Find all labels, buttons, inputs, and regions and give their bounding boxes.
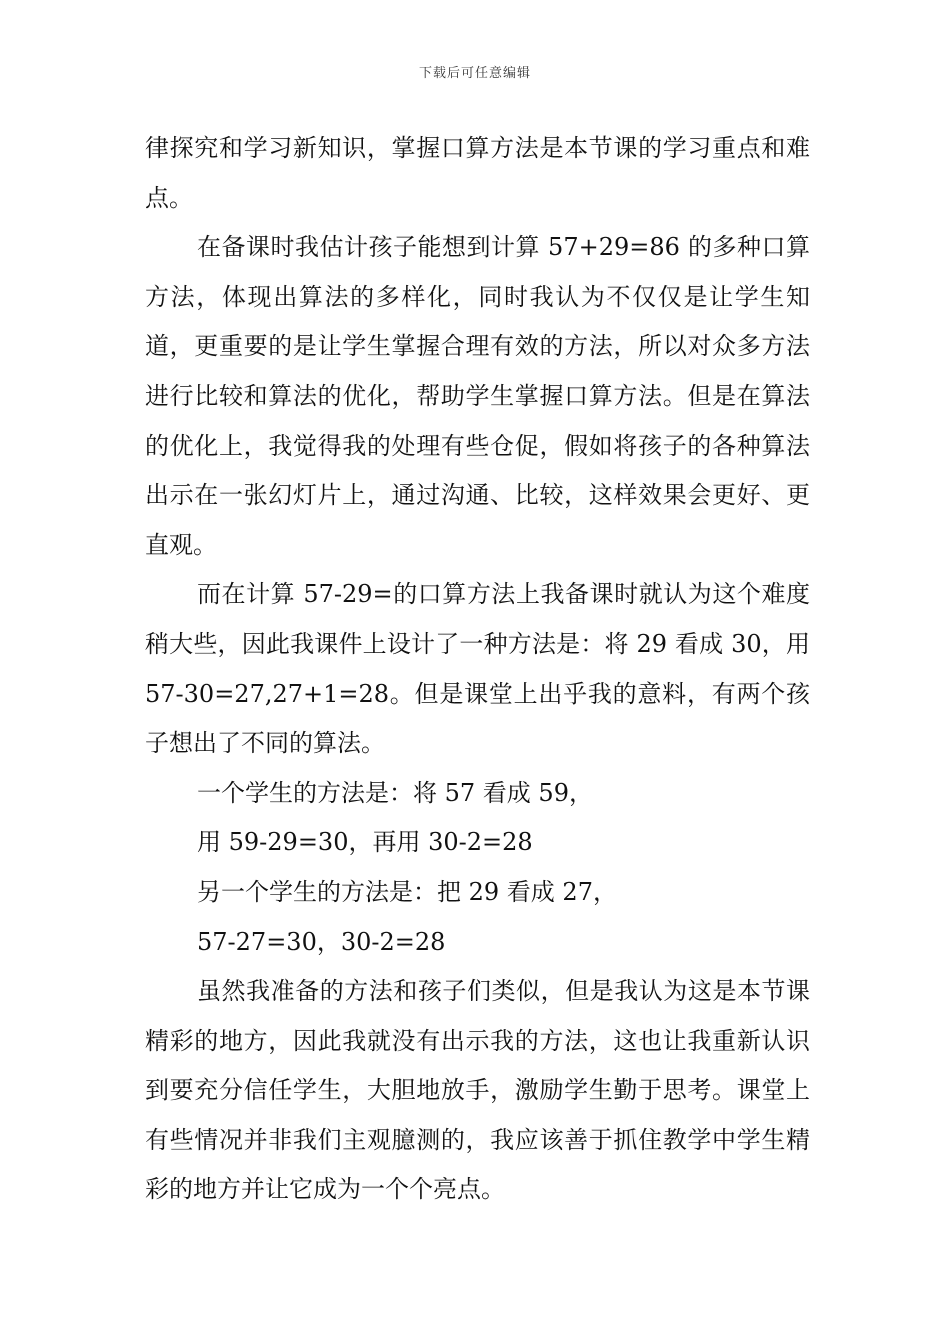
paragraph-reflection: 虽然我准备的方法和孩子们类似，但是我认为这是本节课精彩的地方，因此我就没有出示我的方法，这也让我重新认识到要充分信任学生，大胆地放手，激励学生勤于思考。课堂上有些情况并非我们主观臆测的，我应该善于抓住教学中学生精彩的地方并让它成为一个个亮点。 — [145, 977, 810, 1204]
paragraph-lesson-prep: 在备课时我估计孩子能想到计算 57+29=86 的多种口算方法，体现出算法的多样化，同时我认为不仅仅是让学生知道，更重要的是让学生掌握合理有效的方法，所以对众多方法进行比较和算法的优化，帮助学生掌握口算方法。但是在算法的优化上，我觉得我的处理有些仓促，假如将孩子的各种算法出示在一张幻灯片上，通过沟通、比较，这样效果会更好、更直观。 — [145, 233, 810, 559]
method-line-2: 用 59-29=30，再用 30-2=28 — [197, 828, 533, 857]
page-header: 下载后可任意编辑 — [418, 66, 531, 81]
method-line-4: 57-27=30，30-2=28 — [197, 927, 446, 956]
method-line-3: 另一个学生的方法是：把 29 看成 27， — [197, 877, 617, 906]
paragraph-subtraction-method: 而在计算 57-29=的口算方法上我备课时就认为这个难度稍大些，因此我课件上设计了一种方法是：将 29 看成 30，用 57-30=27,27+1=28。但是课堂上出乎我的意料，有两个孩子想出了不同的算法。 — [145, 580, 810, 758]
method-line-1: 一个学生的方法是：将 57 看成 59， — [197, 778, 593, 807]
paragraph-continuation: 律探究和学习新知识，掌握口算方法是本节课的学习重点和难点。 — [145, 134, 810, 212]
document-body — [145, 124, 810, 1215]
